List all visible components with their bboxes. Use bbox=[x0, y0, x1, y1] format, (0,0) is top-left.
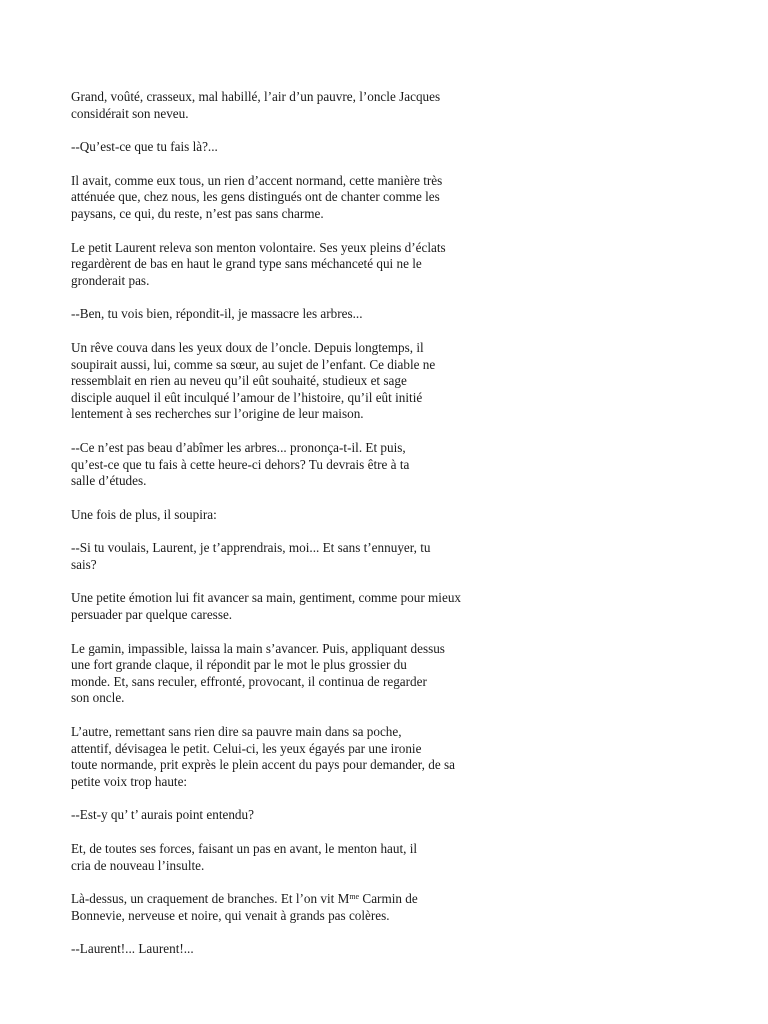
paragraph-15 bbox=[71, 891, 511, 924]
paragraph-8: Une fois de plus, il soupira: bbox=[71, 506, 217, 522]
paragraph-9: --Si tu voulais, Laurent, je t’apprendrais, moi... Et sans t’ennuyer, tu sais? bbox=[71, 540, 431, 572]
paragraph-6: Un rêve couva dans les yeux doux de l’oncle. Depuis longtemps, il soupirait aussi, lui, comme sa sœur, au sujet de l’enfant. Ce diable ne ressemblait en rien au neveu qu’il eût souhaité, studieux et sage disciple auquel il eût inculqué l’amour de l’histoire, qu’il eût initié lentement à ses recherches sur l’origine de leur maison. bbox=[71, 339, 436, 422]
paragraph-15-text-start: Là-dessus, un craquement de branches. Et l’on vit M bbox=[71, 891, 350, 907]
paragraph-1: Grand, voûté, crasseux, mal habillé, l’air d’un pauvre, l’oncle Jacques considérait son neveu. bbox=[71, 89, 441, 121]
document-page bbox=[71, 89, 511, 975]
paragraph-12: L’autre, remettant sans rien dire sa pauvre main dans sa poche, attentif, dévisagea le petit. Celui-ci, les yeux égayés par une ironie toute normande, prit exprès le plein accent du pays pour demander, de sa petite voix trop haute: bbox=[71, 724, 455, 789]
paragraph-5: --Ben, tu vois bien, répondit-il, je massacre les arbres... bbox=[71, 306, 363, 322]
paragraph-14: Et, de toutes ses forces, faisant un pas en avant, le menton haut, il cria de nouveau l’insulte. bbox=[71, 841, 418, 873]
paragraph-16: --Laurent!... Laurent!... bbox=[71, 941, 194, 957]
paragraph-2: --Qu’est-ce que tu fais là?... bbox=[71, 139, 218, 155]
paragraph-7: --Ce n’est pas beau d’abîmer les arbres... prononça-t-il. Et puis, qu’est-ce que tu fais à cette heure-ci dehors? Tu devrais être à ta salle d’études. bbox=[71, 439, 410, 489]
madame-superscript: me bbox=[349, 892, 360, 902]
paragraph-15-text-end: Carmin de Bonnevie, nerveuse et noire, qui venait à grands pas colères. bbox=[71, 891, 418, 923]
paragraph-10: Une petite émotion lui fit avancer sa main, gentiment, comme pour mieux persuader par quelque caresse. bbox=[71, 590, 462, 623]
paragraph-4: Le petit Laurent releva son menton volontaire. Ses yeux pleins d’éclats regardèrent de bas en haut le grand type sans méchanceté qui ne le gronderait pas. bbox=[71, 239, 446, 288]
paragraph-11: Le gamin, impassible, laissa la main s’avancer. Puis, appliquant dessus une fort grande claque, il répondit par le mot le plus grossier du monde. Et, sans reculer, effronté, provocant, il continua de regarder son oncle. bbox=[71, 640, 445, 706]
paragraph-13: --Est-y qu’ t’ aurais point entendu? bbox=[71, 807, 254, 823]
paragraph-3: Il avait, comme eux tous, un rien d’accent normand, cette manière très atténuée que, chez nous, les gens distingués ont de chanter comme les paysans, ce qui, du reste, n’est pas sans charme. bbox=[71, 172, 443, 221]
